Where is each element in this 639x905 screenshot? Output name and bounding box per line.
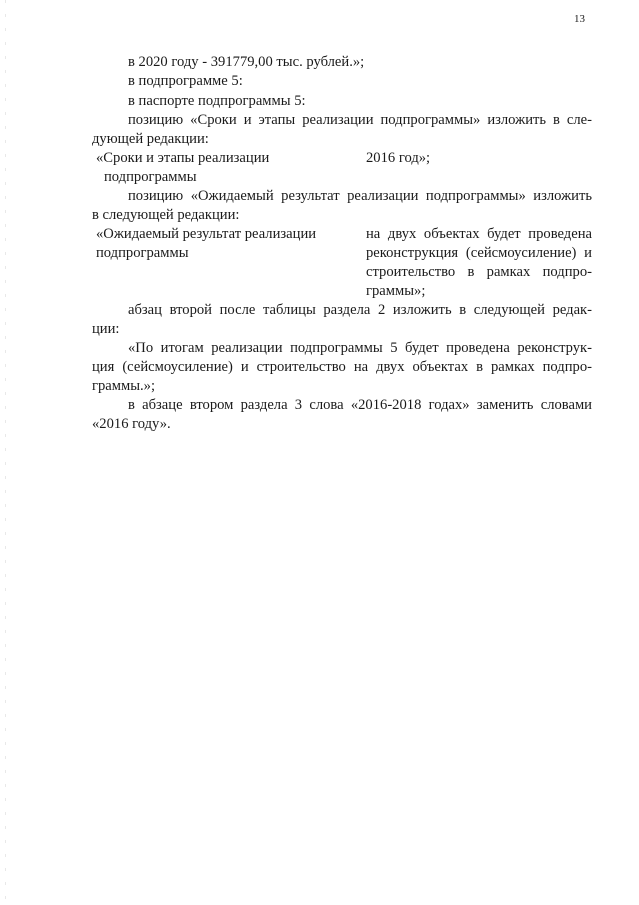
scan-edge-artifact: [5, 0, 6, 905]
text-line: ции:: [92, 321, 120, 337]
table-cell-label: «Сроки и этапы реализации: [96, 150, 270, 166]
table-cell-value: строительство в рамках подпро-: [366, 264, 592, 280]
text-line: в паспорте подпрограммы 5:: [128, 93, 306, 109]
table-cell-label: подпрограммы: [104, 169, 197, 185]
table-cell-value: реконструкция (сейсмоусиление) и: [366, 245, 592, 261]
table-cell-value: на двух объектах будет проведена: [366, 226, 592, 242]
text-line: «По итогам реализации подпрограммы 5 будет проведена реконструк-: [128, 340, 592, 356]
text-line: в абзаце втором раздела 3 слова «2016-2018 годах» заменить словами: [128, 397, 592, 413]
text-line: в подпрограмме 5:: [128, 73, 243, 89]
table-cell-value: граммы»;: [366, 283, 426, 299]
text-line: ция (сейсмоусиление) и строительство на двух объектах в рамках подпро-: [92, 359, 592, 375]
text-line: позицию «Сроки и этапы реализации подпрограммы» изложить в сле-: [128, 112, 592, 128]
table-cell-label: подпрограммы: [96, 245, 189, 261]
text-line: абзац второй после таблицы раздела 2 изложить в следующей редак-: [128, 302, 592, 318]
text-line: дующей редакции:: [92, 131, 209, 147]
page-number: 13: [574, 13, 585, 25]
table-cell-value: 2016 год»;: [366, 150, 431, 166]
text-line: в следующей редакции:: [92, 207, 240, 223]
text-line: «2016 году».: [92, 416, 171, 432]
text-line: граммы.»;: [92, 378, 156, 394]
table-cell-label: «Ожидаемый результат реализации: [96, 226, 317, 242]
text-line: в 2020 году - 391779,00 тыс. рублей.»;: [128, 54, 365, 70]
text-line: позицию «Ожидаемый результат реализации подпрограммы» изложить: [128, 188, 592, 204]
